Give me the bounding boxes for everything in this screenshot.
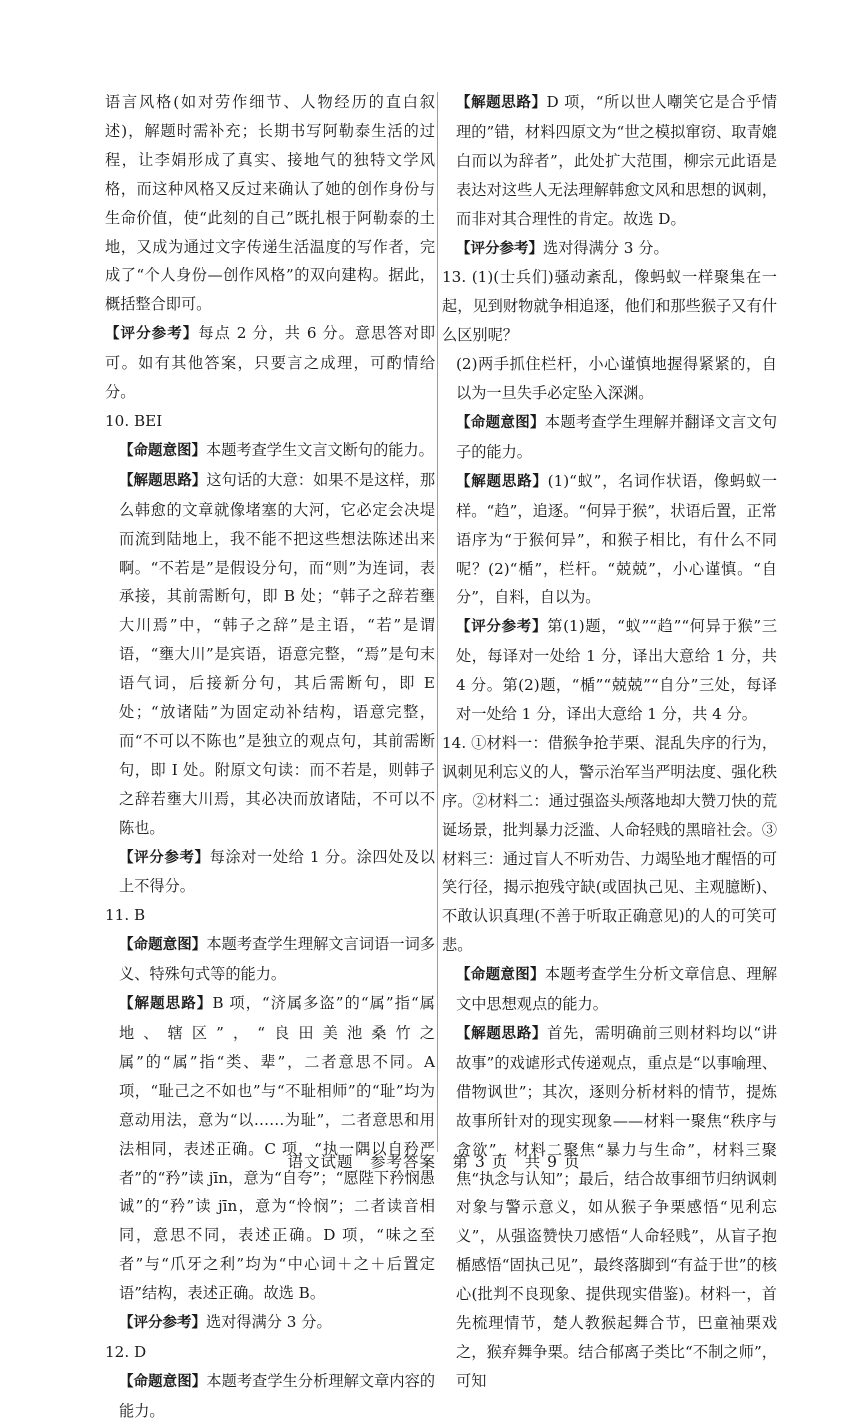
question-10-number: 10. BEI	[105, 411, 163, 430]
right-column	[442, 88, 777, 1396]
q12-scoring	[442, 234, 777, 264]
q10-idea-text: 这句话的大意：如果不是这样，那么韩愈的文章就像堵塞的大河，它必定会决堤而流到陆地上，我不能不把这些想法陈述出来啊。“不若是”是假设分句，而“则”为连词，表承接，其前需断句，即 B 处；“韩子之辞若壅大川焉”中，“韩子之辞”是主语，“若”是谓语，“壅大川”是宾语，语意完整，“焉”是句末语气词，后接新分句，其后需断句，即 E 处；“放诸陆”为固定动补结构，语意完整，而“不可以不陈也”是独立的观点句，其前需断句，即 I 处。附原文句读：而不若是，则韩子之辞若壅大川焉，其必决而放诸陆，不可以不陈也。	[119, 470, 436, 837]
intent-label: 【命题意图】	[119, 442, 206, 459]
scoring-label: 【评分参考】	[119, 849, 210, 866]
left-column	[105, 88, 435, 1426]
intent-label: 【命题意图】	[119, 937, 207, 954]
q9-answer-continued: 语言风格(如对劳作细节、人物经历的直白叙述)，解题时需补充；长期书写阿勒泰生活的过程，让李娟形成了真实、接地气的独特文学风格，而这种风格又反过来确认了她的创作身份与生命价值，使“此刻的自己”既扎根于阿勒泰的土地，又成为通过文字传递生活温度的写作者，完成了“个人身份—创作风格”的双向建构。据此，概括整合即可。	[105, 93, 435, 314]
q13-answer-2: (2)两手抓住栏杆，小心谨慎地握得紧紧的，自以为一旦失手必定坠入深渊。	[456, 355, 777, 403]
scoring-label: 【评分参考】	[105, 326, 199, 343]
q12-idea	[442, 88, 777, 234]
q9-scoring	[105, 319, 435, 407]
q13-intent	[442, 408, 777, 467]
q11-idea	[105, 989, 435, 1308]
idea-label: 【解题思路】	[456, 1026, 548, 1042]
idea-label: 【解题思路】	[119, 472, 207, 489]
intent-label: 【命题意图】	[119, 1373, 207, 1390]
q9-scoring-text: 每点 2 分，共 6 分。意思答对即可。如有其他答案，只要言之成理，可酌情给分。	[105, 324, 436, 402]
q14-intent	[442, 960, 777, 1019]
q13-intent-text: 本题考查学生理解并翻译文言文句子的能力。	[456, 412, 778, 461]
q10-intent	[105, 436, 435, 466]
q12-intent	[105, 1367, 435, 1426]
q10-intent-text: 本题考查学生文言文断句的能力。	[206, 440, 434, 459]
q11-scoring-text: 选对得满分 3 分。	[206, 1313, 332, 1332]
q14-idea-text: 首先，需明确前三则材料均以“讲故事”的戏谑形式传递观点，重点是“以事喻理、借物讽世”；其次，逐则分析材料的情节，提炼故事所针对的现实现象——材料一聚焦“秩序与贪欲”，材料二聚焦“暴力与生命”，材料三聚焦“执念与认知”；最后，结合故事细节归纳讽刺对象与警示意义，如从猴子争栗感悟“见利忘义”，从强盗赞快刀感悟“人命轻贱”，从盲子抱楯感悟“固执己见”，最终落脚到“有益于世”的核心(批判不良现象、提供现实借鉴)。材料一，首先梳理情节，楚人教猴起舞合节，巴童袖栗戏之，猴弃舞争栗。结合郁离子类比“不制之师”，可知	[456, 1024, 778, 1390]
q13-idea-text: (1)“蚁”，名词作状语，像蚂蚁一样。“趋”，追逐。“何异于猴”，状语后置，正常语序为“于猴何异”，和猴子相比，有什么不同呢？(2)“楯”，栏杆。“兢兢”，小心谨慎。“自分”，自料，自以为。	[456, 471, 778, 607]
idea-label: 【解题思路】	[456, 95, 547, 111]
q11-intent-text: 本题考查学生理解文言词语一词多义、特殊句式等的能力。	[119, 935, 436, 984]
q10-scoring	[105, 843, 435, 902]
q13-scoring	[442, 612, 777, 729]
question-14-number: 14.	[442, 733, 472, 752]
column-divider	[437, 92, 438, 1152]
q14-idea	[442, 1019, 777, 1396]
q13-answer-1	[442, 263, 777, 350]
question-11-number: 11. B	[105, 906, 146, 925]
scoring-label: 【评分参考】	[119, 1315, 206, 1332]
q11-scoring	[105, 1308, 435, 1338]
q11-idea-text: B 项，“济属多盗”的“属”指“属地、辖区”，“良田美池桑竹之属”的“属”指“类、辈”，二者意思不同。A 项，“耻己之不如也”与“不耻相师”的“耻”均为意动用法，意为“以……为耻”，二者意思和用法相同，表述正确。C 项，“执一隅以自矜严者”的“矜”读 jīn，意为“自夸”；“愿陛下矜悯愚诚”的“矜”读 jīn，意为“怜悯”；二者读音相同，意思不同，表述正确。D 项，“味之至者”与“爪牙之利”均为“中心词＋之＋后置定语”结构，表述正确。故选 B。	[119, 994, 435, 1303]
q11-intent	[105, 930, 435, 989]
q14-answer	[442, 729, 777, 960]
q10-scoring-text: 每涂对一处给 1 分。涂四处及以上不得分。	[119, 847, 435, 896]
q13-idea	[442, 467, 777, 613]
q12-intent-text: 本题考查学生分析理解文章内容的能力。	[119, 1371, 436, 1420]
page-footer: 语文试题 参考答案 第 3 页 共 9 页	[287, 1153, 581, 1171]
scoring-label: 【评分参考】	[456, 619, 548, 636]
q14-intent-text: 本题考查学生分析文章信息、理解文中思想观点的能力。	[456, 965, 778, 1014]
question-12-number: 12. D	[105, 1342, 147, 1361]
q13-answer-1-text: (1)(士兵们)骚动紊乱，像蚂蚁一样聚集在一起，见到财物就争相追逐，他们和那些猴子又有什么区别呢？	[442, 268, 777, 345]
intent-label: 【命题意图】	[456, 967, 545, 984]
idea-label: 【解题思路】	[119, 996, 213, 1013]
intent-label: 【命题意图】	[456, 414, 545, 431]
scoring-label: 【评分参考】	[456, 240, 543, 257]
q10-idea	[105, 466, 435, 843]
idea-label: 【解题思路】	[456, 473, 548, 490]
q12-scoring-text: 选对得满分 3 分。	[543, 238, 669, 257]
q12-idea-text: D 项，“所以世人嘲笑它是合乎情理的”错，材料四原文为“世之模拟窜窃、取青媲白而以为辞者”，此处扩大范围，柳宗元此语是表达对这些人无法理解韩愈文风和思想的讽刺，而非对其合理性的肯定。故选 D。	[456, 93, 777, 228]
q14-answer-text: ①材料一：借猴争抢芋栗、混乱失序的行为，讽刺见利忘义的人，警示治军当严明法度、强化秩序。②材料二：通过强盗头颅落地却大赞刀快的荒诞场景，批判暴力泛滥、人命轻贱的黑暗社会。③材料三：通过盲人不听劝告、力竭坠地才醒悟的可笑行径，揭示抱残守缺(或固执己见、主观臆断)、不敢认识真理(不善于听取正确意见)的人的可笑可悲。	[442, 733, 778, 955]
question-13-number: 13.	[442, 268, 472, 287]
q13-scoring-text: 第(1)题，“蚁”“趋”“何异于猴”三处，每译对一处给 1 分，译出大意给 1 分，共 4 分。第(2)题，“楯”“兢兢”“自分”三处，每译对一处给 1 分，译出大意给 1 分，共 4 分。	[456, 617, 778, 724]
